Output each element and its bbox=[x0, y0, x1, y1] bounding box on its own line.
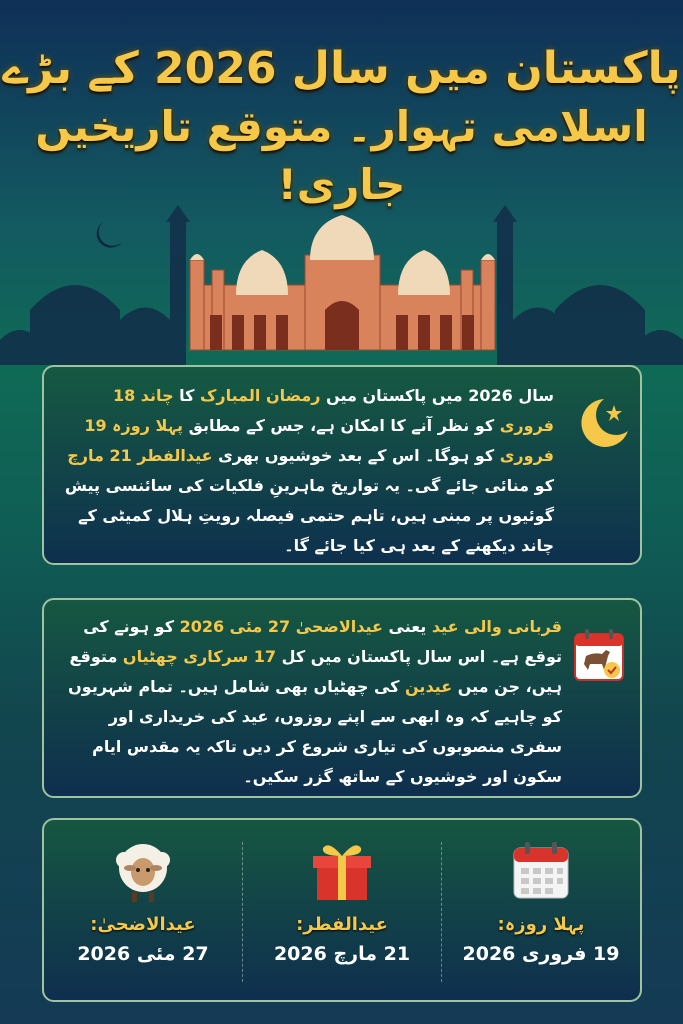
text-segment: کو ہونے کی توقع ہے۔ اس سال پاکستان میں کل bbox=[83, 617, 562, 666]
summary-first-fast bbox=[446, 832, 636, 992]
crescent-star-icon bbox=[574, 391, 632, 451]
eid-ul-fitr-label: عیدالفطر: bbox=[296, 914, 388, 935]
first-fast-label: پہلا روزہ: bbox=[497, 914, 585, 935]
highlight-moon-date: چاند 18 فروری bbox=[112, 386, 554, 435]
text-segment: متوقع ہیں، جن میں bbox=[69, 647, 562, 696]
dates-summary-card bbox=[42, 818, 642, 1002]
ramadan-info-card bbox=[42, 365, 642, 565]
ramadan-info-text bbox=[62, 381, 554, 561]
divider bbox=[242, 842, 243, 982]
highlight-qurbani-eid: قربانی والی عید bbox=[431, 617, 562, 636]
mosque-skyline-illustration bbox=[0, 200, 683, 365]
text-segment: کا bbox=[173, 386, 201, 405]
summary-eid-ul-fitr bbox=[247, 832, 437, 992]
page-title bbox=[0, 40, 683, 214]
text-segment: کو منائی جائے گی۔ یہ تواریخ ماہرینِ فلکیات کی سائنسی پیش گوئیوں پر مبنی ہیں، تاہم حتمی فیصلہ رویتِ ہلال کمیٹی کے چاند دیکھنے کے بعد ہی کیا جائے گا۔ bbox=[64, 476, 554, 555]
highlight-ramadan: رمضان المبارک bbox=[200, 386, 321, 405]
text-segment: کو نظر آنے کا امکان ہے، جس کے مطابق bbox=[183, 416, 500, 435]
text-segment: کی چھٹیاں بھی شامل ہیں۔ تمام شہریوں کو چاہیے کہ وہ ابھی سے اپنے روزوں، عید کی خریداری اور سفری منصوبوں کی تیاری شروع کر دیں تاکہ یہ مقدس ایام سکون اور خوشیوں کے ساتھ گزر سکیں۔ bbox=[68, 677, 562, 786]
eid-ul-fitr-date: 21 مارچ 2026 bbox=[273, 943, 411, 965]
highlight-holidays: 17 سرکاری چھٹیاں bbox=[122, 647, 277, 666]
title-line-2: اسلامی تہوار۔ متوقع تاریخیں جاری! bbox=[35, 102, 648, 209]
calendar-goat-icon bbox=[572, 626, 626, 684]
highlight-eid-ul-adha-date: عیدالاضحیٰ 27 مئی 2026 bbox=[179, 617, 383, 636]
first-fast-date: 19 فروری 2026 bbox=[462, 943, 620, 965]
divider bbox=[441, 842, 442, 982]
text-segment: یعنی bbox=[382, 617, 432, 636]
highlight-eid-ul-fitr: عیدالفطر 21 مارچ bbox=[67, 446, 213, 465]
eid-ul-adha-label: عیدالاضحیٰ: bbox=[90, 914, 196, 935]
title-line-1: پاکستان میں سال 2026 کے بڑے bbox=[2, 43, 681, 94]
eid-ul-adha-info-text bbox=[62, 612, 562, 792]
text-segment: سال 2026 میں پاکستان میں bbox=[320, 386, 554, 405]
sheep-icon bbox=[110, 838, 176, 904]
eid-ul-adha-date: 27 مئی 2026 bbox=[77, 943, 209, 965]
eid-ul-adha-info-card bbox=[42, 598, 642, 798]
summary-eid-ul-adha bbox=[48, 832, 238, 992]
calendar-icon bbox=[508, 838, 574, 904]
highlight-eidain: عیدین bbox=[405, 677, 453, 696]
highlight-first-fast: پہلا روزہ 19 فروری bbox=[84, 416, 554, 465]
gift-icon bbox=[309, 838, 375, 904]
text-segment: کو ہوگا۔ اس کے بعد خوشیوں بھری bbox=[212, 446, 500, 465]
